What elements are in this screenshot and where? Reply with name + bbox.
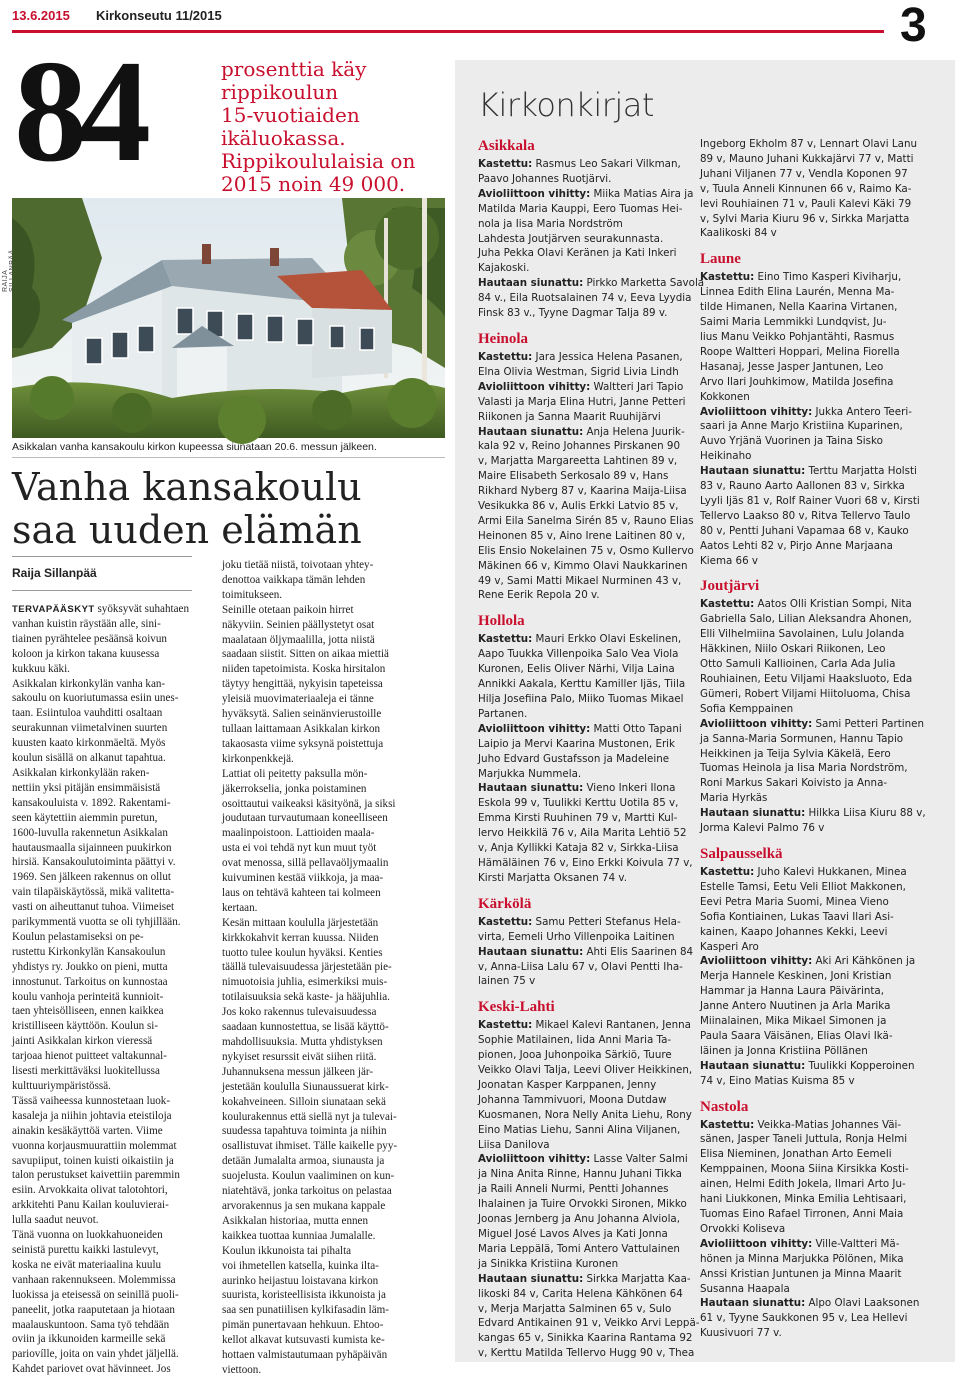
article-line: tuotto tulee koulun hyväksi. Kenties bbox=[222, 946, 383, 959]
article-line: seinistä purettu kaikki lastulevyt, bbox=[12, 1243, 159, 1256]
register-line: Miguel José Lavos Alves ja Kati Jonna bbox=[478, 1228, 668, 1240]
register-line: Eevi Petra Maria Suomi, Minea Vieno bbox=[700, 895, 889, 908]
article-line: Kesän mittaan koululla järjestetään bbox=[222, 916, 379, 929]
register-line: Heikkinen ja Teija Sylvia Käkelä, Eero bbox=[700, 747, 891, 760]
article-line: Kahdet pariovet ovat hävinneet. Jos bbox=[12, 1363, 171, 1376]
register-line: Hautaan siunattu: Vieno Inkeri Ilona bbox=[478, 782, 676, 795]
article-line: Asikkalan kirkonkylään raken- bbox=[12, 766, 150, 779]
article-line: vasti on aiheuttanut tuhoa. Viimeiset bbox=[12, 901, 175, 914]
article-line: niatehtävä, jonka tarkoitus on pelastaa bbox=[222, 1185, 392, 1198]
register-line: Anssi Kristian Juntunen ja Minna Maarit bbox=[700, 1267, 902, 1280]
article-line: mahdollisuuksia. Mutta yhdistyksen bbox=[222, 1036, 383, 1048]
register-line: Roope Waltteri Hoppari, Melina Fiorella bbox=[700, 345, 900, 358]
register-line: kainen, Kaapo Johannes Kekki, Leevi bbox=[700, 925, 888, 938]
article-line: joudutaan turvautumaan koneelliseen bbox=[222, 812, 388, 825]
article-line: viettoon. bbox=[222, 1363, 262, 1376]
article-line: paneelit, jotka raaputetaan ja hiotaan bbox=[12, 1303, 175, 1316]
parish-heading: Hollola bbox=[478, 613, 525, 630]
register-line: Kastettu: Jara Jessica Helena Pasanen, bbox=[478, 350, 683, 363]
article-line: täällä tulevaisuudessa järjestetään pie- bbox=[222, 961, 392, 974]
register-line: Hautaan siunattu: Tuulikki Kopperoinen bbox=[700, 1059, 915, 1072]
article-line: hautausmaalla sijainneen puukirkon bbox=[12, 841, 172, 854]
article-line: koulu vanhoja perinteitä kunnioit- bbox=[12, 990, 164, 1003]
register-line: Avioliittoon vihitty: Waltteri Jari Tapio bbox=[478, 380, 684, 393]
article-line: Lattiat oli peitetty paksulla mön- bbox=[222, 767, 368, 780]
spacer bbox=[478, 321, 718, 327]
article-line: kuusten kaato kirkonmäeltä. Myös bbox=[12, 737, 166, 750]
parish-heading: Heinola bbox=[478, 330, 529, 347]
article-line: aurinko heijastuu loistavana kirkon bbox=[222, 1274, 379, 1287]
spacer bbox=[700, 241, 940, 247]
article-line: tarjoaa hienot puitteet valtakunnal- bbox=[12, 1050, 167, 1063]
article-line: innostunut. Tarkoitus on kunnostaa bbox=[12, 975, 168, 988]
register-line: Tuomas Heinola ja Iisa Maria Nordström, bbox=[700, 762, 908, 775]
article-line: maalataan öljymaalilla, jotta niistä bbox=[222, 633, 375, 646]
register-line: 83 v, Rauno Aarto Aallonen 83 v, Sirkka bbox=[700, 480, 905, 493]
register-line: v, Marjatta Margareetta Lahtinen 89 v, bbox=[478, 455, 678, 468]
article-line: yhdistys ry. Joukko on pieni, mutta bbox=[12, 960, 168, 973]
article-line: niiden tapetoimista. Koska hirsitalon bbox=[222, 663, 386, 676]
article-line: koloon ja kirkon takana kuusessa bbox=[12, 647, 160, 660]
article-line: koska ne eivät materiaalina kuulu bbox=[12, 1258, 162, 1271]
register-line: Linnea Edith Elina Laurén, Menna Ma- bbox=[700, 286, 895, 299]
article-line: kukkuu käki. bbox=[12, 662, 70, 675]
register-line: Auvo Yrjänä Vuorinen ja Taina Sisko bbox=[700, 435, 883, 448]
register-line: Janne Antero Nuutinen ja Arla Marika bbox=[700, 1000, 891, 1013]
article-line: maalauskuntoon. Sama työ tehdään bbox=[12, 1318, 170, 1331]
page-number: 3 bbox=[900, 0, 927, 52]
register-line: Juho Edvard Gustafsson ja Madeleine bbox=[478, 752, 670, 765]
article-line: kirkkokahvit kerran kuussa. Niiden bbox=[222, 931, 379, 944]
register-line: Eskola 99 v, Tuulikki Kerttu Uotila 85 v, bbox=[478, 797, 679, 810]
register-line: Kiema 66 v bbox=[700, 554, 759, 567]
register-line: Joonatan Kasper Karppanen, Jenny bbox=[478, 1078, 657, 1091]
header-rule bbox=[12, 30, 884, 33]
kirkonkirjat-column-1 bbox=[478, 134, 718, 1361]
register-line: Hautaan siunattu: Anja Helena Juurik- bbox=[478, 425, 685, 438]
register-line: Saimi Maria Lemmikki Lundqvist, Ju- bbox=[700, 316, 887, 329]
register-line: Edvard Antikainen 91 v, Veikko Arvi Leppä- bbox=[478, 1317, 700, 1330]
register-line: v, Tuula Anneli Kinnunen 66 v, Raimo Ka- bbox=[700, 182, 912, 195]
register-line: 89 v, Mauno Juhani Kukkajärvi 77 v, Matti bbox=[700, 152, 914, 165]
register-line: Maria Hyrkäs bbox=[700, 792, 768, 805]
register-line: Kemppainen, Moona Siina Kirsikka Kosti- bbox=[700, 1163, 909, 1176]
article-line: pariovílle, joita on vain yhdet jäljellä. bbox=[12, 1348, 179, 1361]
stat-caption-line: 2015 noin 49 000. bbox=[221, 172, 406, 196]
register-line: Elis Ensio Nokelainen 75 v, Osmo Kullervo bbox=[478, 544, 694, 557]
article-line: vain tilapäiskäytössä, mikä valitetta- bbox=[12, 886, 175, 899]
register-line: Sophie Matilainen, Iida Anni Maria Ta- bbox=[478, 1034, 672, 1047]
spacer bbox=[478, 886, 718, 892]
register-line: likoski 84 v, Carita Helena Kähkönen 64 bbox=[478, 1287, 683, 1300]
register-line: hani Liukkonen, Minka Emilia Lehtisaari, bbox=[700, 1193, 907, 1206]
register-line: Avioliittoon vihitty: Matti Otto Tapani bbox=[478, 722, 682, 735]
headline-line: Vanha kansakoulu bbox=[12, 465, 362, 509]
register-line: Juha Pekka Olavi Keränen ja Kati Inkeri bbox=[478, 247, 677, 260]
article-line: denottoa vaikkapa tämän lehden bbox=[222, 573, 366, 586]
register-line: Kastettu: Veikka-Matias Johannes Väi- bbox=[700, 1118, 902, 1131]
register-line: tilde Himanen, Nella Kaarina Virtanen, bbox=[700, 301, 898, 314]
register-line: Marjukka Nummela. bbox=[478, 767, 582, 780]
register-line: Gümeri, Robert Viljami Hiitoluoma, Chisa bbox=[700, 687, 911, 700]
register-line: Avioliittoon vihitty: Ville-Valtteri Mä- bbox=[700, 1237, 900, 1250]
register-line: Elisa Nieminen, Jonathan Arto Eemeli bbox=[700, 1148, 892, 1161]
parish-heading: Nastola bbox=[700, 1098, 749, 1115]
register-line: Mäkinen 66 v, Kimmo Olavi Naukkarinen bbox=[478, 559, 688, 572]
register-line: Maria Leppälä, Tomi Antero Vattulainen bbox=[478, 1242, 680, 1255]
article-line: saadaan siistit. Sitten on aikaa miettiä bbox=[222, 648, 389, 661]
article-line: Juhannuksena messun jälkeen jär- bbox=[222, 1065, 374, 1078]
parish-heading: Kärkölä bbox=[478, 895, 532, 912]
register-line: Avioliittoon vihitty: Miika Matias Aira ja bbox=[478, 187, 694, 200]
register-line: Annikki Aakala, Kerttu Kamiller Ijäs, Tiila bbox=[478, 678, 686, 691]
register-line: 80 v, Pentti Juhani Vapamaa 68 v, Kauko bbox=[700, 524, 909, 537]
register-line: Ihalainen ja Tuire Orvokki Sironen, Mikko bbox=[478, 1198, 687, 1211]
photo-credit: RAIJA bbox=[2, 270, 9, 292]
article-line: oviin ja ikkunoiden karmeille sekä bbox=[12, 1333, 166, 1346]
header-date: 13.6.2015 bbox=[12, 8, 70, 23]
article-line: Seinille otetaan paikoin hirret bbox=[222, 603, 354, 616]
article-line: lisesti merkittäväksi luokitellussa bbox=[12, 1065, 160, 1078]
register-line: Valasti ja Marja Elina Hutri, Janne Petteri bbox=[478, 395, 686, 408]
article-line: kulttuuriympäristössä. bbox=[12, 1080, 111, 1092]
register-line: Matilda Maria Kauppi, Eero Tuomas Hei- bbox=[478, 202, 683, 215]
register-line: Sofia Kontiainen, Lukas Taavi Ilari Asi- bbox=[700, 910, 894, 923]
article-line: koulurakennus että siellä nyt ja tulevai- bbox=[222, 1110, 397, 1123]
register-line: 61 v, Tyyne Saukkonen 95 v, Lea Hellevi bbox=[700, 1312, 908, 1325]
register-line: v, Sylvi Maria Kiuru 96 v, Sirkka Marjatta bbox=[700, 212, 910, 225]
article-line: näkyviin. Seinien päällystetyt osat bbox=[222, 618, 375, 631]
article-line: jäkerrokselia, jonka poistaminen bbox=[222, 782, 367, 795]
stat-number: 84 bbox=[14, 30, 142, 192]
register-line: Kajakoski. bbox=[478, 262, 530, 275]
article-line: täytyy hengittää, nykyisin tapeteissa bbox=[222, 678, 383, 691]
article-line: suurista, koristeellisista ikkunoista ja bbox=[222, 1289, 386, 1302]
article-line: totilaisuuksia sekä kaste- ja hääjuhlia. bbox=[222, 991, 390, 1004]
article-line: sakoulu on kuoriutumassa esiin unes- bbox=[12, 692, 179, 705]
register-line: Riikonen ja Sanna Maarit Ruuhijärvi bbox=[478, 410, 661, 423]
register-line: v, Anja Kyllikki Kataja 82 v, Sirkka-Liisa bbox=[478, 842, 679, 855]
article-line: Koulun ikkunoista tai pihalta bbox=[222, 1244, 352, 1257]
register-line: Kastettu: Juho Kalevi Hukkanen, Minea bbox=[700, 865, 907, 878]
article-column-1 bbox=[12, 602, 230, 1377]
article-line: luokissa ja eteisessä on seinillä puoli- bbox=[12, 1288, 179, 1301]
register-line: Estelle Tamsi, Eetu Veli Elliot Makkonen, bbox=[700, 880, 906, 893]
article-line: voi ihmetellen katsella, kuinka ilta- bbox=[222, 1259, 379, 1272]
register-line: Juhani Viljanen 77 v, Vendla Koponen 97 bbox=[700, 167, 908, 180]
article-line: pimän punertavaan hehkuun. Ehtoo- bbox=[222, 1319, 384, 1332]
register-line: Hautaan siunattu: Ahti Elis Saarinen 84 bbox=[478, 945, 694, 958]
article-line: ainakin kesäkäyttöä varten. Viime bbox=[12, 1124, 163, 1137]
register-line: Kastettu: Aatos Olli Kristian Sompi, Nita bbox=[700, 598, 912, 611]
register-line: Kaalikoski 84 v bbox=[700, 227, 777, 240]
register-line: sänen, Jasper Taneli Juttula, Ronja Helmi bbox=[700, 1133, 908, 1146]
register-line: Aapo Tuukka Villenpoika Salo Vea Viola bbox=[478, 648, 679, 661]
lead-word: TERVAPÄÄSKYT bbox=[12, 604, 95, 615]
register-line: ja Sinikka Kristiina Kuronen bbox=[478, 1257, 619, 1270]
article-line: nimuotoisia juhlia, esimerkiksi muis- bbox=[222, 976, 388, 989]
stat-caption bbox=[221, 58, 441, 196]
register-line: Kastettu: Samu Petteri Stefanus Hela- bbox=[478, 915, 681, 928]
register-line: virta, Eemeli Urho Villenpoika Laitinen bbox=[478, 930, 675, 943]
register-line: Kastettu: Mauri Erkko Olavi Eskelinen, bbox=[478, 633, 682, 646]
register-line: Häkkinen, Niilo Oskari Riikonen, Leo bbox=[700, 643, 886, 656]
header-issue: Kirkonseutu 11/2015 bbox=[96, 8, 222, 23]
register-line: Maire Elisabeth Serkosalo 89 v, Hans bbox=[478, 470, 669, 483]
register-line: Tellervo Laakso 80 v, Ritva Tellervo Taulo bbox=[700, 509, 911, 522]
register-line: Partanen. bbox=[478, 707, 528, 720]
article-line: osallistuvat ihmiset. Tälle kaikelle pyy- bbox=[222, 1140, 398, 1153]
article-line: Jos koko rakennus tulevaisuudessa bbox=[222, 1006, 377, 1019]
article-line: saadaan kunnostettua, se lisää käyttö- bbox=[222, 1021, 389, 1034]
article-line: esiin. Arvokkaita olivat talotohtori, bbox=[12, 1184, 168, 1197]
register-line: Kokkonen bbox=[700, 390, 750, 403]
register-line: Vesikukka 86 v, Aulis Erkki Latvio 85 v, bbox=[478, 500, 679, 513]
spacer bbox=[700, 836, 940, 842]
article-line: usta ei voi tehdä nyt kun muut työt bbox=[222, 842, 377, 855]
register-line: ja Sanna-Maria Sormunen, Hannu Tapio bbox=[700, 732, 904, 745]
article-line: joku tietää niistä, toivotaan yhtey- bbox=[222, 559, 374, 571]
register-line: Veikko Olavi Talja, Leevi Oliver Heikkinen, bbox=[478, 1064, 693, 1077]
article-line: talon perustukset kaivettiin paremmin bbox=[12, 1169, 180, 1182]
register-line: Paavo Johannes Ruotjärvi. bbox=[478, 172, 612, 185]
register-line: Emma Kirsti Ruuhinen 79 v, Martti Kul- bbox=[478, 812, 678, 825]
register-line: Gabriella Salo, Lilian Aleksandra Ahonen, bbox=[700, 613, 912, 626]
stat-caption-line: 15-vuotiaiden bbox=[221, 103, 360, 127]
article-line: osoittautui vaikeaksi käsityönä, ja siksi bbox=[222, 797, 396, 810]
register-line: ja Nina Anita Rinne, Hannu Juhani Tikka bbox=[478, 1168, 682, 1181]
register-line: 84 v., Eila Ruotsalainen 74 v, Eeva Lyydia bbox=[478, 292, 692, 305]
article-line: lulla saadut neuvot. bbox=[12, 1214, 99, 1227]
register-line: Liisa Danilova bbox=[478, 1138, 550, 1151]
stat-caption-line: prosenttia käy bbox=[221, 57, 367, 81]
register-line: Sofia Kemppainen bbox=[700, 702, 794, 715]
spacer bbox=[700, 568, 940, 574]
article-line: nettiin yksi pitäjän ensimmäisistä bbox=[12, 781, 161, 794]
article-line: seen käytettiin aiemmin puretun, bbox=[12, 811, 158, 824]
parish-heading: Keski-Lahti bbox=[478, 999, 555, 1016]
register-line: Susanna Haapala bbox=[700, 1282, 790, 1295]
article-line: taen yhteisölliseen, ennen kaikkea bbox=[12, 1005, 164, 1018]
article-line: maalinpoistoon. Lattioiden maala- bbox=[222, 827, 375, 840]
article-line: Asikkalan historiaa, mutta ennen bbox=[222, 1214, 369, 1227]
register-line: Eino Matias Liehu, Sanni Alina Viljanen, bbox=[478, 1123, 681, 1136]
register-line: 74 v, Eino Matias Kuisma 85 v bbox=[700, 1074, 855, 1087]
register-line: Arvo Ilari Jouhkimow, Matilda Josefina bbox=[700, 375, 894, 388]
article-line: vanhan kuistin räystään alle, sini- bbox=[12, 617, 161, 630]
parish-heading: Salpausselkä bbox=[700, 845, 783, 862]
register-line: Aatos Lehti 82 v, Pirjo Anne Marjaana bbox=[700, 539, 893, 552]
article-line: jestetään koululla Siunaussuerat kirk- bbox=[222, 1080, 389, 1093]
article-line: taan. Esiintuloa vauhditti osaltaan bbox=[12, 707, 163, 720]
register-line: Heikinaho bbox=[700, 450, 752, 463]
register-line: Avioliittoon vihitty: Jukka Antero Teeri- bbox=[700, 405, 912, 418]
register-line: v, Anna-Liisa Lalu 67 v, Olavi Pentti Iha- bbox=[478, 960, 683, 973]
register-line: pionen, Jooa Juhonpoika Särkiö, Tuure bbox=[478, 1049, 672, 1062]
register-line: Hautaan siunattu: Sirkka Marjatta Kaa- bbox=[478, 1272, 691, 1285]
byline-rule bbox=[12, 590, 192, 591]
register-line: nola ja Iisa Maria Nordström bbox=[478, 217, 623, 230]
register-line: Kuronen, Eelis Oliver Närhi, Vilja Laina bbox=[478, 663, 675, 676]
register-line: Otto Samuli Kallioinen, Carla Ada Julia bbox=[700, 658, 896, 671]
register-line: Rouhiainen, Eetu Viljami Haaksluoto, Eda bbox=[700, 673, 913, 685]
article-column-2 bbox=[222, 558, 440, 1378]
register-line: Kastettu: Eino Timo Kasperi Kiviharju, bbox=[700, 271, 902, 284]
register-line: hönen ja Minna Marjukka Pölönen, Mika bbox=[700, 1252, 904, 1265]
parish-heading: Asikkala bbox=[478, 138, 535, 154]
article-line: tiainen pyrähtelee pesäänsä koivun bbox=[12, 632, 167, 645]
stat-caption-line: rippikoulun bbox=[221, 80, 339, 104]
register-line: Rikhard Nyberg 87 v, Kaarina Maija-Liisa bbox=[478, 485, 687, 498]
article-line: kuivuminen kestää viikkoja, ja maa- bbox=[222, 872, 384, 885]
article-line: takaosasta viime syksynä poistettuja bbox=[222, 737, 384, 750]
register-line: ainen, Helmi Edith Jokela, Ilmari Arto Ju- bbox=[700, 1178, 906, 1191]
article-line: hirsiä. Kansakoulutoiminta päättyi v. bbox=[12, 856, 176, 869]
article-line: Tässä vaiheessa kunnostetaan luok- bbox=[12, 1094, 171, 1107]
article-line: kasaleja ja niihin johtavia eteistiloja bbox=[12, 1109, 172, 1122]
article-line: saa sen punatiilisen kylkifasadin läm- bbox=[222, 1304, 389, 1317]
register-line: läinen ja Jonna Kristiina Pöllänen bbox=[700, 1044, 868, 1057]
register-line: Elli Vilhelmiina Savolainen, Lulu Jolanda bbox=[700, 628, 905, 641]
article-line: Asikkalan kirkonkylän vanha kan- bbox=[12, 677, 166, 690]
caption-rule bbox=[12, 457, 445, 458]
register-line: Laipio ja Mervi Kaarina Mustonen, Erik bbox=[478, 737, 676, 750]
register-line: Rene Eerik Repola 20 v. bbox=[478, 589, 600, 602]
register-line: Miinalainen, Mika Mikael Simonen ja bbox=[700, 1015, 887, 1028]
article-line: nykyiset resurssit eivät siihen riitä. bbox=[222, 1050, 377, 1063]
spacer bbox=[700, 1089, 940, 1095]
register-line: lius Manu Veikko Pohjantähti, Rasmus bbox=[700, 330, 895, 343]
article-line: kokahveineen. Silloin siunataan sekä bbox=[222, 1095, 386, 1108]
article-line: Tänä vuonna on luokkahuoneiden bbox=[12, 1229, 163, 1242]
register-line: Kirsti Marjatta Oksanen 74 v. bbox=[478, 871, 627, 884]
article-line: hottaen valmistautumaan pyhäpäivän bbox=[222, 1349, 388, 1362]
parish-heading: Laune bbox=[700, 251, 741, 268]
school-photo-illustration bbox=[12, 198, 445, 438]
article-line: vuonna korjausmuurattiin molemmat bbox=[12, 1139, 177, 1152]
article-line: hyväksytä. Salien seinänvierustoille bbox=[222, 708, 382, 721]
article-line: yleisiä muovimateriaaleja ei tänne bbox=[222, 693, 374, 706]
register-line: Orvokki Koliseva bbox=[700, 1222, 786, 1235]
article-line: arvorakennus ja sen mukana kappale bbox=[222, 1199, 386, 1212]
register-line: kala 92 v, Reino Johannes Pirskanen 90 bbox=[478, 440, 681, 453]
register-line: Hämäläinen 76 v, Eino Erkki Koivula 77 v, bbox=[478, 856, 693, 869]
register-line: Elna Olivia Westman, Sigrid Livia Lindh bbox=[478, 365, 679, 378]
register-line: Avioliittoon vihitty: Lasse Valter Salmi bbox=[478, 1153, 688, 1166]
article-line: 1600-luvulla rakennetun Asikkalan bbox=[12, 826, 168, 839]
article-line: laus on tehtävä kahteen tai kolmeen bbox=[222, 886, 381, 899]
register-line: Lahdesta Joutjärven seurakunnasta. bbox=[478, 232, 664, 245]
article-line: kirkonpenkkejä. bbox=[222, 752, 294, 765]
register-line: v, Kerttu Matilda Tellervo Hugg 90 v, Thea bbox=[478, 1347, 695, 1360]
register-line: Ingeborg Ekholm 87 v, Lennart Olavi Lanu bbox=[700, 138, 918, 150]
register-line: Paula Saara Väisänen, Elias Olavi Ikä- bbox=[700, 1029, 893, 1042]
register-line: Merja Hannele Keskinen, Joni Kristian bbox=[700, 970, 892, 983]
article-line: kellot alkavat kutsuvasti kumista ke- bbox=[222, 1334, 385, 1347]
article-line: seurakunnan viimetalvinen suurten bbox=[12, 722, 168, 735]
register-line: saari ja Anne Marjo Kristiina Kuparinen, bbox=[700, 420, 903, 433]
register-line: Armi Eila Sanelma Sirén 85 v, Rauno Elias bbox=[478, 514, 694, 527]
register-line: lainen 75 v bbox=[478, 975, 536, 988]
article-line: kansakouluista v. 1892. Rakentami- bbox=[12, 796, 171, 809]
kirkonkirjat-column-2 bbox=[700, 137, 940, 1341]
register-line: Tuomas Eino Rafael Tirronen, Anni Maia bbox=[700, 1208, 904, 1220]
parish-heading: Joutjärvi bbox=[700, 578, 760, 595]
register-line: Hautaan siunattu: Pirkko Marketta Savola bbox=[478, 277, 705, 290]
article-line: ovat menossa, sillä pellavaöljymaalin bbox=[222, 857, 389, 870]
register-line: Kastettu: Rasmus Leo Sakari Vilkman, bbox=[478, 158, 681, 170]
article-line: TERVAPÄÄSKYT syöksyvät suhahtaen bbox=[12, 603, 189, 615]
register-line: Kuosmanen, Nora Nelly Anita Liehu, Rony bbox=[478, 1108, 692, 1121]
spacer bbox=[478, 989, 718, 995]
article-line: parikymmentä vuotta se oli tyhjillään. bbox=[12, 916, 181, 929]
article-line: kaikkea tuottaa kunniaa Jumalalle. bbox=[222, 1229, 376, 1242]
kirkonkirjat-title: Kirkonkirjat bbox=[478, 86, 654, 124]
stat-caption-line: ikäluokassa. bbox=[221, 126, 346, 150]
article-line: arkkitehti Panu Kailan kouluvierai- bbox=[12, 1199, 169, 1212]
register-line: Hasanaj, Jesse Jasper Jantunen, Leo bbox=[700, 360, 884, 373]
register-line: Hautaan siunattu: Alpo Olavi Laaksonen bbox=[700, 1297, 920, 1310]
register-line: levi Rouhiainen 71 v, Pauli Kalevi Käki 79 bbox=[700, 197, 912, 210]
article-line: suudessa tapahtuva toiminta ja niihin bbox=[222, 1125, 387, 1138]
article-line: kristilliseen käyttöön. Koulun si- bbox=[12, 1020, 159, 1033]
register-line: lervo Heikkilä 76 v, Aila Marita Lehtiö 52 bbox=[478, 827, 687, 840]
article-line: savupiiput, toinen kuisti oikaistiin ja bbox=[12, 1154, 174, 1167]
article-line: koulun sisällä on alkanut tapahtua. bbox=[12, 752, 166, 765]
article-line: 1969. Sen jälkeen rakennus on ollut bbox=[12, 871, 171, 884]
register-line: Roni Markus Sakari Koivisto ja Anna- bbox=[700, 777, 888, 790]
register-line: Kuusivuori 77 v. bbox=[700, 1327, 782, 1340]
register-line: Hautaan siunattu: Terttu Marjatta Holsti bbox=[700, 465, 917, 478]
headline-rule bbox=[12, 556, 192, 557]
register-line: Johanna Tammivuori, Moona Dutdaw bbox=[478, 1093, 667, 1106]
register-line: Jorma Kalevi Palmo 76 v bbox=[700, 822, 825, 835]
register-line: Joonas Jernberg ja Anu Johanna Alviola, bbox=[478, 1213, 681, 1226]
register-line: Avioliittoon vihitty: Sami Petteri Partinen bbox=[700, 717, 925, 730]
spacer bbox=[478, 603, 718, 609]
register-line: Hilja Josefiina Palo, Miiko Tuomas Mikael bbox=[478, 693, 684, 705]
article-byline: Raija Sillanpää bbox=[12, 566, 97, 580]
register-line: Avioliittoon vihitty: Aki Ari Kähkönen ja bbox=[700, 955, 916, 968]
article-line: vanhaan rakennukseen. Molemmissa bbox=[12, 1273, 176, 1286]
article-line: toimitukseen. bbox=[222, 588, 283, 601]
register-line: Kasperi Aro bbox=[700, 940, 759, 953]
register-line: Hautaan siunattu: Hilkka Liisa Kiuru 88 v, bbox=[700, 807, 926, 820]
register-line: v, Merja Marjatta Salminen 65 v, Sulo bbox=[478, 1302, 672, 1315]
article-line: Koulun pelastamiseksi on pe- bbox=[12, 930, 144, 943]
register-line: Heinonen 85 v, Aino Irene Laitinen 80 v, bbox=[478, 529, 686, 542]
register-line: Finsk 83 v., Tyyne Dagmar Talja 89 v. bbox=[478, 307, 668, 320]
photo-caption: Asikkalan vanha kansakoulu kirkon kupeessa siunataan 20.6. messun jälkeen. bbox=[12, 441, 377, 453]
article-line: tullaan laittamaan Asikkalan kirkon bbox=[222, 722, 381, 735]
register-line: 49 v, Sami Matti Mikael Nurminen 43 v, bbox=[478, 574, 682, 587]
headline-line: saa uuden elämän bbox=[12, 508, 362, 552]
stat-caption-line: Rippikoululaisia on bbox=[221, 149, 416, 173]
register-line: Hammar ja Hanna Laura Päivärinta, bbox=[700, 985, 885, 998]
article-line: kertaan. bbox=[222, 901, 258, 914]
register-line: Kastettu: Mikael Kalevi Rantanen, Jenna bbox=[478, 1019, 691, 1032]
register-line: Lyyli Ijäs 81 v, Rolf Rainer Vuori 68 v, Kirsti bbox=[700, 494, 920, 507]
article-line: jainti Asikkalan kirkon vieressä bbox=[12, 1035, 153, 1048]
article-line: rustettu Kirkonkylän Kansakoulun bbox=[12, 945, 166, 958]
register-line: kangas 65 v, Sinikka Kaarina Rantama 92 bbox=[478, 1332, 693, 1345]
article-headline bbox=[12, 466, 442, 552]
register-line: ja Raili Anneli Nurmi, Pentti Johannes bbox=[478, 1183, 669, 1196]
article-line: suojelusta. Koulun vaaliminen on kun- bbox=[222, 1170, 395, 1183]
article-line: detään Jumalalta armoa, siunausta ja bbox=[222, 1155, 385, 1168]
school-photo bbox=[12, 198, 445, 438]
